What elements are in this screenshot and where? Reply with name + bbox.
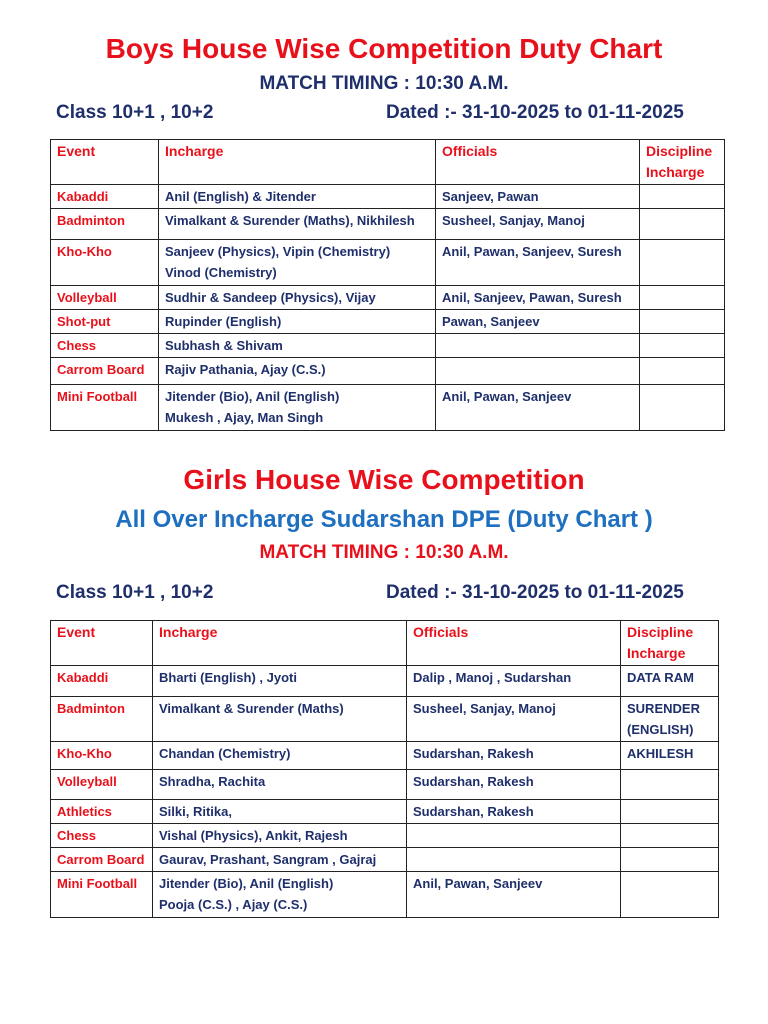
incharge-cell [159, 286, 436, 310]
officials-cell: Susheel, Sanjay, Manoj [407, 697, 621, 742]
boys-match-timing: MATCH TIMING : 10:30 A.M. [259, 73, 509, 94]
discipline-incharge-cell [640, 385, 725, 431]
incharge-line: Chandan (Chemistry) [159, 746, 291, 761]
girls-dated-label: Dated :- 31-10-2025 to 01-11-2025 [386, 582, 684, 603]
event-cell: Kho-Kho [51, 742, 153, 770]
incharge-cell [159, 334, 436, 358]
incharge-cell [153, 800, 407, 824]
incharge-line: Sudhir & Sandeep (Physics), Vijay [165, 290, 376, 305]
discipline-incharge-cell [640, 185, 725, 209]
table-row [51, 848, 719, 872]
event-cell: Volleyball [51, 770, 153, 800]
event-cell: Chess [51, 824, 153, 848]
officials-cell [436, 334, 640, 358]
table-row [51, 286, 725, 310]
incharge-line: Shradha, Rachita [159, 774, 266, 789]
boys-table-body [51, 185, 725, 431]
officials-cell [407, 848, 621, 872]
table-header-row [51, 621, 719, 666]
incharge-line: Sanjeev (Physics), Vipin (Chemistry) [165, 244, 391, 259]
discipline-line: SURENDER [627, 701, 700, 716]
officials-cell: Dalip , Manoj , Sudarshan [407, 666, 621, 697]
table-row [51, 240, 725, 286]
incharge-line: Bharti (English) , Jyoti [159, 670, 297, 685]
event-cell: Mini Football [51, 385, 159, 431]
incharge-line: Jitender (Bio), Anil (English) [165, 389, 340, 404]
officials-cell: Sudarshan, Rakesh [407, 770, 621, 800]
event-cell: Mini Football [51, 872, 153, 918]
incharge-line: Jitender (Bio), Anil (English) [159, 876, 334, 891]
officials-cell: Anil, Pawan, Sanjeev [407, 872, 621, 918]
event-cell: Kabaddi [51, 185, 159, 209]
boys-class-label: Class 10+1 , 10+2 [56, 102, 214, 123]
discipline-incharge-cell [621, 742, 719, 770]
table-row [51, 209, 725, 240]
table-row [51, 185, 725, 209]
table-row [51, 310, 725, 334]
incharge-line: Mukesh , Ajay, Man Singh [165, 410, 324, 425]
incharge-cell [159, 240, 436, 286]
officials-cell [436, 358, 640, 385]
officials-cell: Anil, Pawan, Sanjeev [436, 385, 640, 431]
event-cell: Shot-put [51, 310, 159, 334]
officials-cell: Susheel, Sanjay, Manoj [436, 209, 640, 240]
girls-subtitle: All Over Incharge Sudarshan DPE (Duty Chart ) [115, 506, 653, 533]
event-cell: Carrom Board [51, 358, 159, 385]
discipline-incharge-cell [621, 872, 719, 918]
table-header-row [51, 140, 725, 185]
girls-duty-table [50, 620, 719, 918]
incharge-cell [153, 742, 407, 770]
incharge-cell [153, 872, 407, 918]
girls-class-label: Class 10+1 , 10+2 [56, 582, 214, 603]
boys-duty-table [50, 139, 725, 431]
incharge-cell [159, 385, 436, 431]
discipline-incharge-cell [640, 358, 725, 385]
discipline-incharge-cell [640, 240, 725, 286]
girls-title: Girls House Wise Competition [183, 464, 585, 495]
incharge-cell [159, 185, 436, 209]
discipline-incharge-cell [640, 310, 725, 334]
header-event: Event [51, 621, 153, 666]
incharge-line: Gaurav, Prashant, Sangram , Gajraj [159, 852, 377, 867]
officials-cell [407, 824, 621, 848]
event-cell: Badminton [51, 697, 153, 742]
incharge-cell [159, 310, 436, 334]
table-row [51, 800, 719, 824]
officials-cell: Sudarshan, Rakesh [407, 800, 621, 824]
discipline-line: DATA RAM [627, 670, 694, 685]
event-cell: Chess [51, 334, 159, 358]
table-row [51, 358, 725, 385]
table-row [51, 742, 719, 770]
incharge-line: Vinod (Chemistry) [165, 265, 277, 280]
incharge-cell [159, 209, 436, 240]
discipline-incharge-cell [621, 800, 719, 824]
discipline-incharge-cell [640, 334, 725, 358]
discipline-incharge-cell [621, 824, 719, 848]
discipline-incharge-cell [621, 697, 719, 742]
incharge-line: Subhash & Shivam [165, 338, 283, 353]
incharge-line: Vishal (Physics), Ankit, Rajesh [159, 828, 348, 843]
incharge-line: Rajiv Pathania, Ajay (C.S.) [165, 362, 326, 377]
incharge-cell [153, 770, 407, 800]
incharge-line: Silki, Ritika, [159, 804, 232, 819]
incharge-line: Anil (English) & Jitender [165, 189, 316, 204]
table-row [51, 872, 719, 918]
boys-title: Boys House Wise Competition Duty Chart [105, 33, 663, 64]
officials-cell: Anil, Sanjeev, Pawan, Suresh [436, 286, 640, 310]
event-cell: Badminton [51, 209, 159, 240]
discipline-incharge-cell [621, 770, 719, 800]
discipline-line: AKHILESH [627, 746, 694, 761]
officials-cell: Sudarshan, Rakesh [407, 742, 621, 770]
discipline-incharge-cell [621, 848, 719, 872]
girls-table-body [51, 666, 719, 918]
header-incharge: Incharge [159, 140, 436, 185]
header-officials: Officials [407, 621, 621, 666]
officials-cell: Sanjeev, Pawan [436, 185, 640, 209]
event-cell: Volleyball [51, 286, 159, 310]
header-event: Event [51, 140, 159, 185]
girls-table-header [51, 621, 719, 666]
officials-cell: Anil, Pawan, Sanjeev, Suresh [436, 240, 640, 286]
discipline-line: (ENGLISH) [627, 722, 694, 737]
incharge-line: Pooja (C.S.) , Ajay (C.S.) [159, 897, 308, 912]
discipline-incharge-cell [640, 286, 725, 310]
boys-table-header [51, 140, 725, 185]
table-row [51, 666, 719, 697]
incharge-cell [159, 358, 436, 385]
event-cell: Kho-Kho [51, 240, 159, 286]
header-discipline-incharge: Discipline Incharge [621, 621, 719, 666]
incharge-cell [153, 848, 407, 872]
incharge-cell [153, 666, 407, 697]
header-incharge: Incharge [153, 621, 407, 666]
girls-match-timing: MATCH TIMING : 10:30 A.M. [259, 542, 509, 563]
discipline-incharge-cell [621, 666, 719, 697]
incharge-cell [153, 697, 407, 742]
event-cell: Kabaddi [51, 666, 153, 697]
incharge-line: Vimalkant & Surender (Maths), Nikhilesh [165, 213, 415, 228]
incharge-cell [153, 824, 407, 848]
discipline-incharge-cell [640, 209, 725, 240]
event-cell: Athletics [51, 800, 153, 824]
incharge-line: Rupinder (English) [165, 314, 282, 329]
table-row [51, 697, 719, 742]
header-discipline-incharge: Discipline Incharge [640, 140, 725, 185]
table-row [51, 385, 725, 431]
event-cell: Carrom Board [51, 848, 153, 872]
officials-cell: Pawan, Sanjeev [436, 310, 640, 334]
table-row [51, 824, 719, 848]
table-row [51, 770, 719, 800]
table-row [51, 334, 725, 358]
boys-dated-label: Dated :- 31-10-2025 to 01-11-2025 [386, 102, 684, 123]
header-officials: Officials [436, 140, 640, 185]
incharge-line: Vimalkant & Surender (Maths) [159, 701, 344, 716]
